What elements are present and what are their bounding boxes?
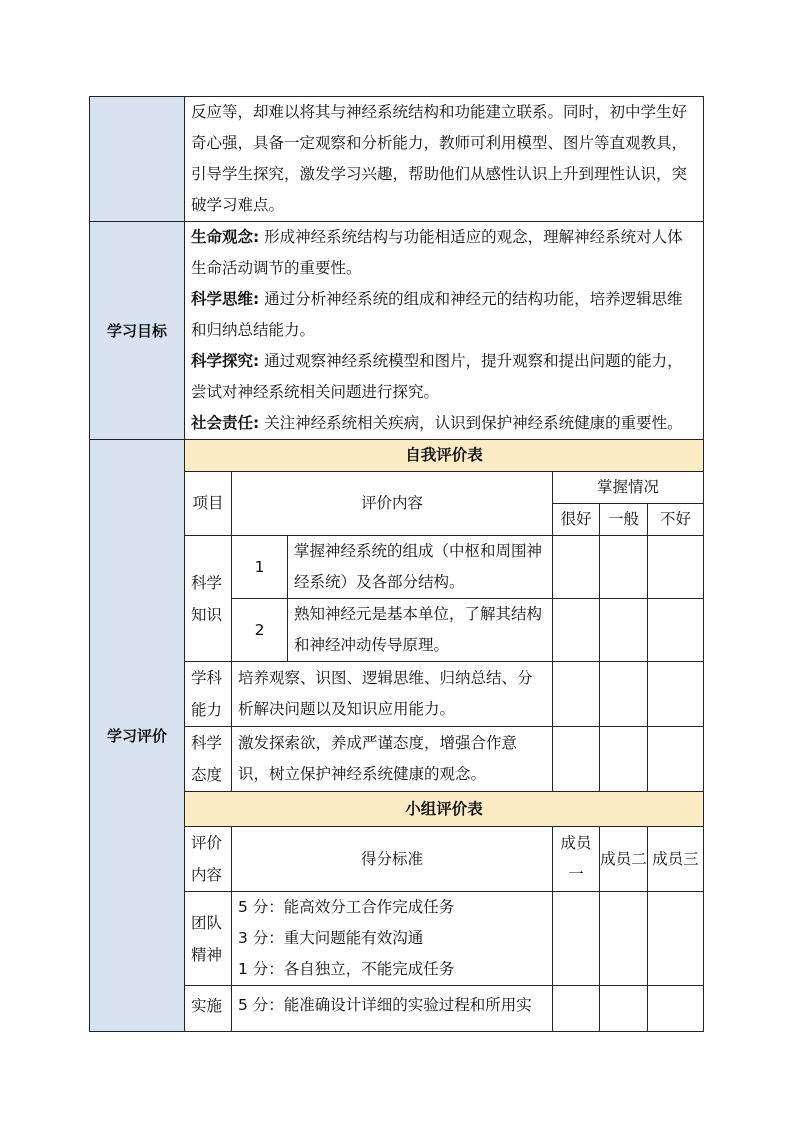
objective-item: 社会责任: 关注神经系统相关疾病，认识到保护神经系统健康的重要性。 xyxy=(191,414,683,432)
score-line: 3 分：重大问题能有效沟通 xyxy=(238,929,424,947)
score-cell[interactable] xyxy=(600,892,648,986)
criteria-text: 掌握神经系统的组成（中枢和周围神经系统）及各部分结构。 xyxy=(288,536,553,599)
score-cell[interactable] xyxy=(600,986,648,1032)
score-cell[interactable] xyxy=(648,892,704,986)
member-header: 成员二 xyxy=(600,827,648,892)
rating-cell[interactable] xyxy=(553,662,600,727)
group-col-item-header: 评价内容 xyxy=(185,827,232,892)
score-line: 1 分：各自独立，不能完成任务 xyxy=(238,960,455,978)
analysis-text: 反应等，却难以将其与神经系统结构和功能建立联系。同时，初中学生好奇心强，具备一定观察和分析能力，教师可利用模型、图片等直观教具，引导学生探究，激发学习兴趣，帮助他们从感性认识上升到理性认识，突破学习难点。 xyxy=(191,103,688,214)
level-header: 很好 xyxy=(553,504,600,536)
group-col-standard-header: 得分标准 xyxy=(232,827,553,892)
score-cell[interactable] xyxy=(648,986,704,1032)
objective-item: 科学思维: 通过分析神经系统的组成和神经元的结构功能，培养逻辑思维和归纳总结能力。 xyxy=(191,290,683,339)
col-item-header: 项目 xyxy=(185,472,232,536)
rating-cell[interactable] xyxy=(600,536,648,599)
col-content-header: 评价内容 xyxy=(232,472,553,536)
objectives-label: 学习目标 xyxy=(90,222,185,440)
score-standard xyxy=(232,892,553,986)
category-cell: 科学态度 xyxy=(185,727,232,792)
objective-item: 生命观念: 形成神经系统结构与功能相适应的观念，理解神经系统对人体生命活动调节的重要性。 xyxy=(191,228,683,277)
group-category-cell: 实施 xyxy=(185,986,232,1032)
member-header: 成员一 xyxy=(553,827,600,892)
analysis-cell xyxy=(185,97,704,222)
rating-cell[interactable] xyxy=(648,662,704,727)
lesson-plan-table xyxy=(89,96,704,1032)
score-line: 5 分：能准确设计详细的实验过程和所用实 xyxy=(232,986,553,1032)
lesson-plan-page xyxy=(89,96,704,1032)
side-cell-blank xyxy=(90,97,185,222)
rating-cell[interactable] xyxy=(553,599,600,662)
objective-item: 科学探究: 通过观察神经系统模型和图片，提升观察和提出问题的能力，尝试对神经系统相关问题进行探究。 xyxy=(191,352,683,401)
rating-cell[interactable] xyxy=(600,662,648,727)
row-number: 1 xyxy=(232,536,288,599)
rating-cell[interactable] xyxy=(648,727,704,792)
row-number: 2 xyxy=(232,599,288,662)
category-cell: 学科能力 xyxy=(185,662,232,727)
member-header: 成员三 xyxy=(648,827,704,892)
col-mastery-header: 掌握情况 xyxy=(553,472,704,504)
level-header: 不好 xyxy=(648,504,704,536)
self-table-title: 自我评价表 xyxy=(185,440,704,472)
score-cell[interactable] xyxy=(553,986,600,1032)
objectives-cell xyxy=(185,222,704,440)
rating-cell[interactable] xyxy=(553,727,600,792)
score-cell[interactable] xyxy=(553,892,600,986)
rating-cell[interactable] xyxy=(600,599,648,662)
criteria-text: 熟知神经元是基本单位，了解其结构和神经冲动传导原理。 xyxy=(288,599,553,662)
self-evaluation-table xyxy=(184,439,704,1032)
level-header: 一般 xyxy=(600,504,648,536)
group-table-title: 小组评价表 xyxy=(185,792,704,827)
evaluation-cell xyxy=(185,440,704,1032)
score-line: 5 分：能高效分工合作完成任务 xyxy=(238,898,455,916)
evaluation-label: 学习评价 xyxy=(90,440,185,1032)
rating-cell[interactable] xyxy=(648,536,704,599)
rating-cell[interactable] xyxy=(648,599,704,662)
criteria-text: 培养观察、识图、逻辑思维、归纳总结、分析解决问题以及知识应用能力。 xyxy=(232,662,553,727)
group-category-cell: 团队精神 xyxy=(185,892,232,986)
rating-cell[interactable] xyxy=(600,727,648,792)
category-cell: 科学知识 xyxy=(185,536,232,662)
rating-cell[interactable] xyxy=(553,536,600,599)
criteria-text: 激发探索欲，养成严谨态度，增强合作意识，树立保护神经系统健康的观念。 xyxy=(232,727,553,792)
